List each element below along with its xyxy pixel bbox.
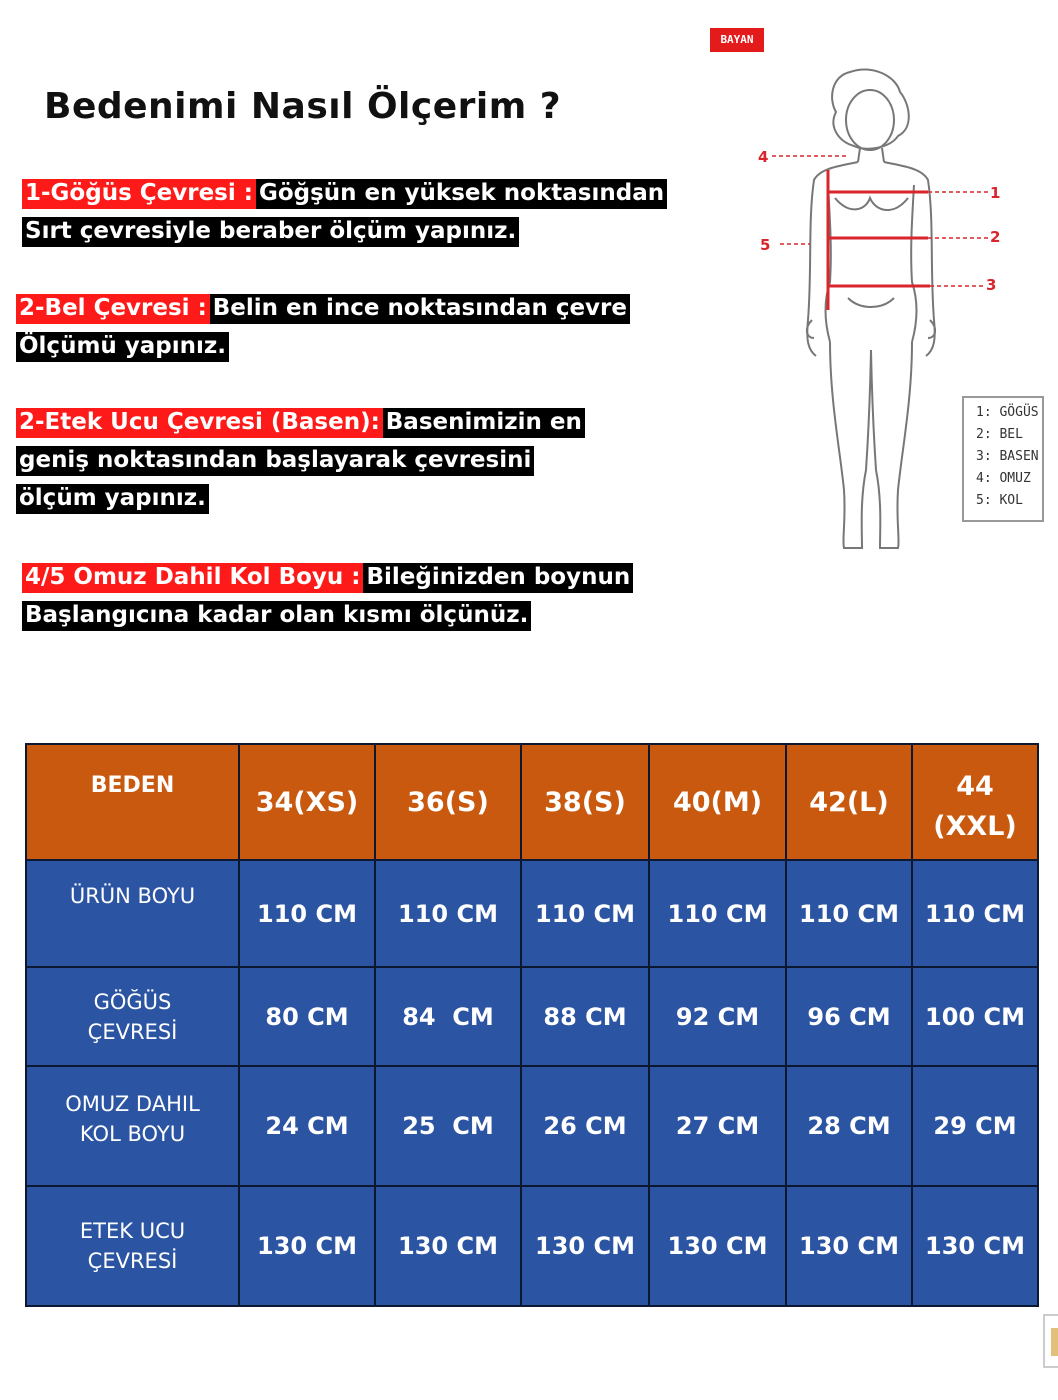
instruction-text: Bileğinizden boynun — [363, 563, 633, 593]
table-cell: 110 CM — [239, 860, 375, 967]
size-header: 36(S) — [375, 744, 521, 860]
table-cell: 130 CM — [239, 1186, 375, 1306]
table-cell: 110 CM — [521, 860, 649, 967]
table-cell: 110 CM — [912, 860, 1038, 967]
size-header: 40(M) — [649, 744, 786, 860]
row-label: GÖĞÜS ÇEVRESİ — [26, 967, 239, 1066]
table-cell: 130 CM — [912, 1186, 1038, 1306]
table-row — [26, 967, 1038, 1066]
table-cell: 110 CM — [786, 860, 912, 967]
table-header-row — [26, 744, 1038, 860]
marker-5: 5 — [760, 236, 771, 254]
table-cell: 80 CM — [239, 967, 375, 1066]
marker-2: 2 — [990, 228, 1001, 246]
table-cell: 130 CM — [786, 1186, 912, 1306]
instruction-label: 4/5 Omuz Dahil Kol Boyu : — [22, 563, 363, 593]
instruction-sleeve — [22, 558, 633, 634]
instruction-text: Belin en ince noktasından çevre — [210, 294, 630, 324]
table-cell: 100 CM — [912, 967, 1038, 1066]
table-cell: 24 CM — [239, 1066, 375, 1186]
row-label: OMUZ DAHIL KOL BOYU — [26, 1066, 239, 1186]
legend-item: 1: GÖGÜS — [976, 405, 1039, 420]
instruction-text: Sırt çevresiyle beraber ölçüm yapınız. — [22, 217, 519, 247]
table-cell: 88 CM — [521, 967, 649, 1066]
size-header: 42(L) — [786, 744, 912, 860]
table-cell: 26 CM — [521, 1066, 649, 1186]
table-cell: 96 CM — [786, 967, 912, 1066]
table-cell: 130 CM — [521, 1186, 649, 1306]
legend-item: 5: KOL — [976, 493, 1023, 508]
table-cell: 84 CM — [375, 967, 521, 1066]
page-title: Bedenimi Nasıl Ölçerim ? — [44, 86, 562, 127]
size-header: 34(XS) — [239, 744, 375, 860]
table-cell: 130 CM — [375, 1186, 521, 1306]
header-beden: BEDEN — [26, 744, 239, 860]
instruction-text: ölçüm yapınız. — [16, 484, 209, 514]
instruction-text: geniş noktasından başlayarak çevresini — [16, 446, 534, 476]
table-cell: 28 CM — [786, 1066, 912, 1186]
size-header: 44 (XXL) — [912, 744, 1038, 860]
table-row — [26, 1066, 1038, 1186]
table-cell: 110 CM — [649, 860, 786, 967]
body-measurement-figure — [700, 20, 1058, 580]
instruction-label: 1-Göğüs Çevresi : — [22, 179, 256, 209]
marker-1: 1 — [990, 184, 1001, 202]
table-cell: 27 CM — [649, 1066, 786, 1186]
instruction-text: Başlangıcına kadar olan kısmı ölçünüz. — [22, 601, 531, 631]
corner-thumbnail — [1043, 1314, 1058, 1368]
table-cell: 25 CM — [375, 1066, 521, 1186]
table-row — [26, 860, 1038, 967]
instruction-waist — [16, 289, 630, 365]
marker-3: 3 — [986, 276, 997, 294]
table-row — [26, 1186, 1038, 1306]
instruction-hip — [16, 403, 585, 517]
table-cell: 130 CM — [649, 1186, 786, 1306]
row-label: ÜRÜN BOYU — [26, 860, 239, 967]
size-chart-table — [25, 743, 1039, 1307]
legend-item: 3: BASEN — [976, 449, 1039, 464]
table-cell: 92 CM — [649, 967, 786, 1066]
table-cell: 110 CM — [375, 860, 521, 967]
legend-item: 4: OMUZ — [976, 471, 1031, 486]
instruction-label: 2-Bel Çevresi : — [16, 294, 210, 324]
instruction-label: 2-Etek Ucu Çevresi (Basen): — [16, 408, 383, 438]
instruction-text: Göğşün en yüksek noktasından — [256, 179, 667, 209]
bayan-badge: BAYAN — [710, 28, 764, 52]
size-header: 38(S) — [521, 744, 649, 860]
instruction-chest — [22, 174, 667, 250]
table-cell: 29 CM — [912, 1066, 1038, 1186]
marker-4: 4 — [758, 148, 769, 166]
instruction-text: Basenimizin en — [383, 408, 585, 438]
measurement-legend — [962, 396, 1044, 522]
row-label: ETEK UCU ÇEVRESİ — [26, 1186, 239, 1306]
legend-item: 2: BEL — [976, 427, 1023, 442]
instruction-text: Ölçümü yapınız. — [16, 332, 229, 362]
